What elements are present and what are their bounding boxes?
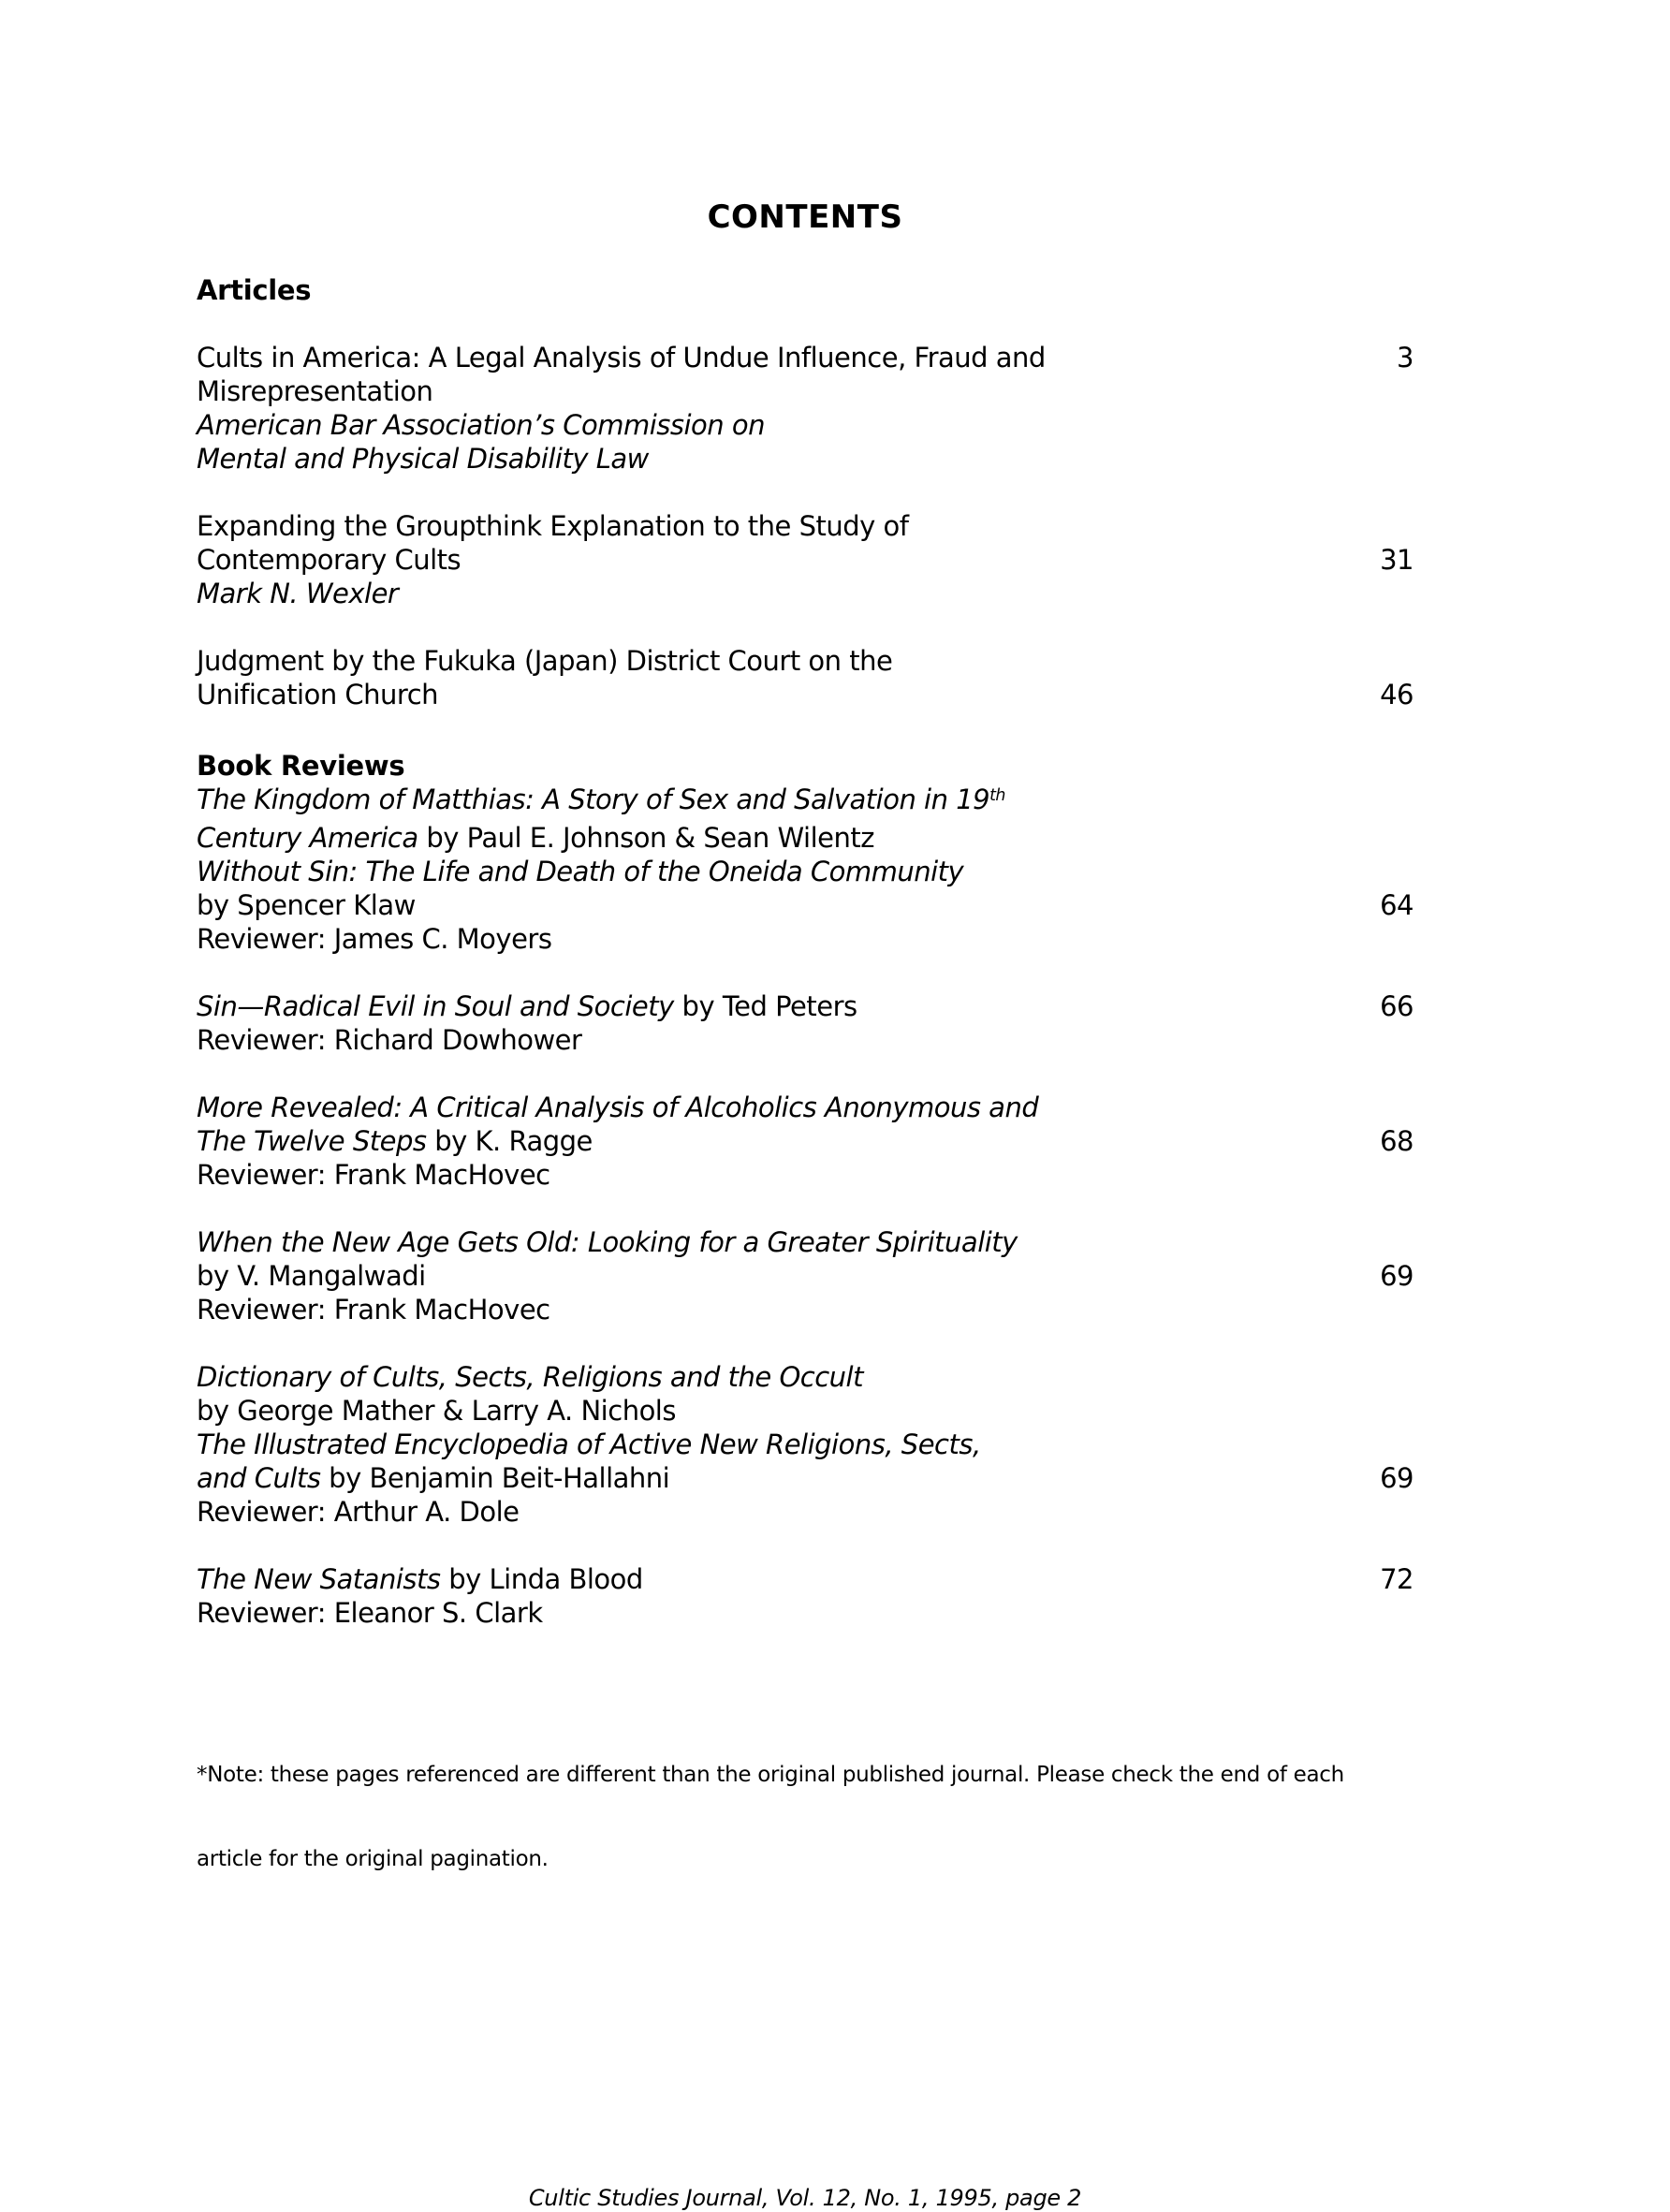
toc-line	[197, 855, 1414, 888]
text-segment: by Ted Peters	[673, 990, 857, 1022]
page-number: 69	[1380, 1462, 1414, 1494]
italic-segment: The New Satanists	[197, 1563, 441, 1595]
toc-line	[197, 1495, 1414, 1529]
italic-segment: The Illustrated Encyclopedia of Active New Religions, Sects,	[197, 1428, 981, 1460]
text-segment: Misrepresentation	[197, 375, 433, 407]
page-number: 46	[1380, 679, 1414, 710]
toc-line	[197, 577, 1414, 610]
note-line-1: *Note: these pages referenced are different than the original published journal. Please check the end of each	[197, 1763, 1344, 1787]
toc-line	[197, 888, 1414, 922]
toc-line-text	[197, 577, 398, 610]
toc-line	[197, 1293, 1414, 1326]
toc-line	[197, 1023, 1414, 1057]
toc-line-text	[197, 341, 1046, 374]
toc-line	[197, 1360, 1414, 1394]
toc-line-text	[197, 1394, 676, 1428]
book-reviews-entry	[197, 783, 1414, 956]
italic-segment: Dictionary of Cults, Sects, Religions and the Occult	[197, 1361, 863, 1393]
italic-segment: More Revealed: A Critical Analysis of Alcoholics Anonymous and	[197, 1091, 1039, 1123]
text-segment: Reviewer: Eleanor S. Clark	[197, 1597, 543, 1629]
toc-line	[197, 1259, 1414, 1293]
text-segment: Reviewer: James C. Moyers	[197, 923, 552, 955]
toc-line-text	[197, 1158, 550, 1192]
toc-line-text	[197, 442, 649, 476]
italic-segment: Sin—Radical Evil in Soul and Society	[197, 990, 674, 1022]
toc-line-text	[197, 1225, 1018, 1259]
italic-segment: The Twelve Steps	[197, 1125, 427, 1157]
articles-entry	[197, 644, 1414, 711]
toc-line-text	[197, 855, 963, 888]
page-title: CONTENTS	[707, 198, 903, 236]
toc-line	[197, 821, 1414, 855]
text-segment: Judgment by the Fukuka (Japan) District Court on the	[197, 645, 893, 677]
text-segment: by Linda Blood	[440, 1563, 643, 1595]
toc-line-text	[197, 1023, 581, 1057]
italic-segment: Mental and Physical Disability Law	[197, 443, 649, 475]
page-number: 68	[1380, 1125, 1414, 1157]
toc-line-text	[197, 888, 416, 922]
page-number: 69	[1380, 1260, 1414, 1292]
page-number: 66	[1380, 990, 1414, 1022]
toc-line-text	[197, 922, 551, 956]
text-segment: by Paul E. Johnson & Sean Wilentz	[418, 822, 874, 854]
toc-line	[197, 1562, 1414, 1596]
superscript-segment: th	[989, 786, 1005, 806]
italic-segment: and Cults	[197, 1462, 321, 1494]
toc-line-text	[197, 1293, 550, 1326]
toc-line	[197, 1461, 1414, 1495]
toc-line-text	[197, 509, 909, 543]
toc-line	[197, 1158, 1414, 1192]
toc-line-text	[197, 783, 1005, 821]
toc-line-text	[197, 1562, 643, 1596]
toc-line-text	[197, 1428, 981, 1461]
book-reviews-entry	[197, 1225, 1414, 1326]
section-heading-articles: Articles	[197, 274, 312, 306]
text-segment: by Benjamin Beit-Hallahni	[320, 1462, 670, 1494]
journal-footer: Cultic Studies Journal, Vol. 12, No. 1, 1995, page 2	[528, 2185, 1082, 2211]
text-segment: Contemporary Cults	[197, 544, 461, 576]
italic-segment: Without Sin: The Life and Death of the Oneida Community	[197, 856, 964, 887]
toc-line-text	[197, 678, 438, 711]
text-segment: Reviewer: Richard Dowhower	[197, 1024, 582, 1056]
text-segment: by K. Ragge	[426, 1125, 593, 1157]
note-line-2: article for the original pagination.	[197, 1847, 549, 1871]
page-content	[197, 0, 1414, 2212]
text-segment: Reviewer: Frank MacHovec	[197, 1159, 550, 1191]
articles-entry	[197, 341, 1414, 476]
toc-line	[197, 644, 1414, 678]
page-number: 3	[1397, 342, 1414, 374]
toc-line	[197, 922, 1414, 956]
toc-line-text	[197, 1091, 1038, 1124]
toc-line	[197, 1091, 1414, 1124]
book-reviews-entry	[197, 989, 1414, 1057]
toc-line	[197, 442, 1414, 476]
toc-line	[197, 1124, 1414, 1158]
toc-line-text	[197, 644, 892, 678]
toc-line-text	[197, 989, 857, 1023]
page-number: 64	[1380, 889, 1414, 921]
book-reviews-entry	[197, 1360, 1414, 1529]
toc-line	[197, 341, 1414, 374]
italic-segment: Mark N. Wexler	[197, 578, 399, 609]
toc-line-text	[197, 821, 874, 855]
toc-line	[197, 1225, 1414, 1259]
text-segment: Cults in America: A Legal Analysis of Undue Influence, Fraud and	[197, 342, 1046, 374]
toc-line-text	[197, 1360, 863, 1394]
text-segment: by George Mather & Larry A. Nichols	[197, 1395, 676, 1427]
articles-entry	[197, 509, 1414, 610]
toc-line-text	[197, 1461, 669, 1495]
toc-line-text	[197, 408, 765, 442]
toc-line	[197, 1428, 1414, 1461]
page-number: 31	[1380, 544, 1414, 576]
table-of-contents	[197, 273, 1414, 1630]
text-segment: Reviewer: Arthur A. Dole	[197, 1496, 520, 1528]
toc-line	[197, 408, 1414, 442]
book-reviews-entry	[197, 1091, 1414, 1192]
toc-line	[197, 1596, 1414, 1630]
toc-line	[197, 678, 1414, 711]
toc-line-text	[197, 374, 432, 408]
toc-line-text	[197, 1124, 593, 1158]
toc-line	[197, 989, 1414, 1023]
toc-line	[197, 374, 1414, 408]
italic-segment: The Kingdom of Matthias: A Story of Sex and Salvation in 19	[197, 784, 990, 815]
toc-line	[197, 509, 1414, 543]
section-heading-book-reviews: Book Reviews	[197, 750, 405, 782]
italic-segment: American Bar Association’s Commission on	[197, 409, 765, 441]
text-segment: Unification Church	[197, 679, 439, 710]
text-segment: Reviewer: Frank MacHovec	[197, 1294, 550, 1326]
toc-line	[197, 543, 1414, 577]
italic-segment: Century America	[197, 822, 418, 854]
toc-line-text	[197, 1259, 426, 1293]
text-segment: Expanding the Groupthink Explanation to the Study of	[197, 510, 909, 542]
pagination-note	[197, 1705, 1414, 1929]
toc-line	[197, 783, 1414, 821]
text-segment: by V. Mangalwadi	[197, 1260, 426, 1292]
toc-line-text	[197, 1495, 519, 1529]
toc-line-text	[197, 543, 461, 577]
toc-line	[197, 1394, 1414, 1428]
book-reviews-entry	[197, 1562, 1414, 1630]
toc-line-text	[197, 1596, 543, 1630]
italic-segment: When the New Age Gets Old: Looking for a Greater Spirituality	[197, 1226, 1018, 1258]
page-number: 72	[1380, 1563, 1414, 1595]
text-segment: by Spencer Klaw	[197, 889, 416, 921]
